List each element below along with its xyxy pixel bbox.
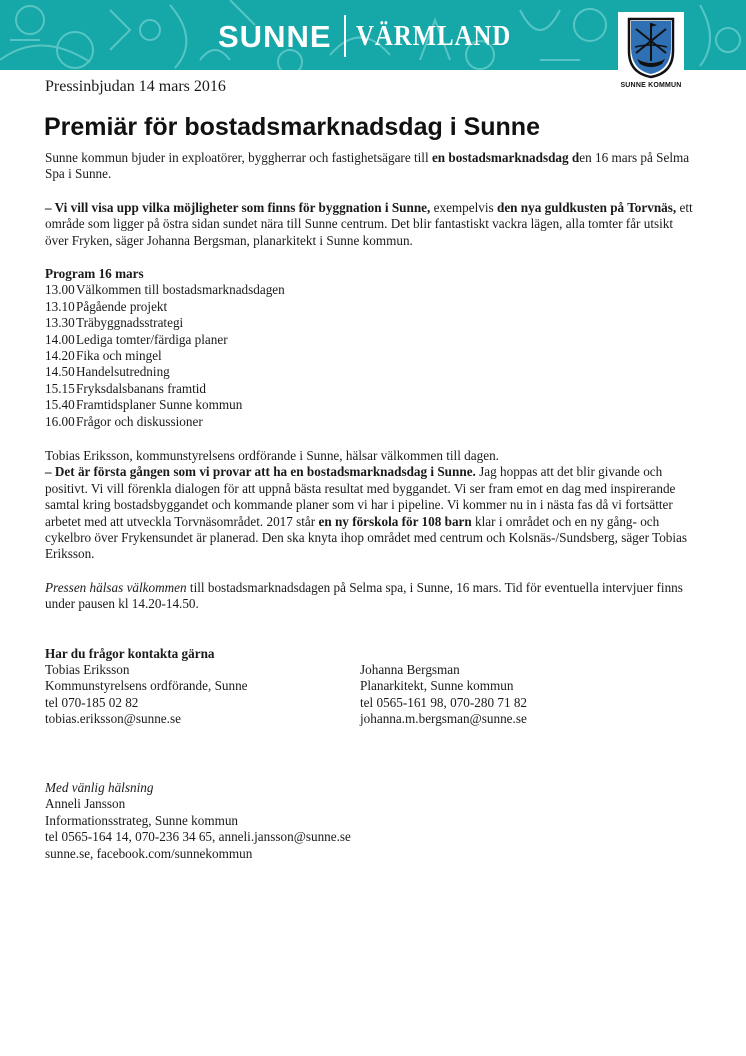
program-item bbox=[45, 364, 697, 380]
coat-of-arms-icon bbox=[627, 17, 675, 79]
contact-email[interactable]: johanna.m.bergsman@sunne.se bbox=[360, 711, 527, 727]
contact-phone: tel 0565-161 98, 070-280 71 82 bbox=[360, 694, 528, 710]
quote-bold-1: – Vi vill visa upp vilka möjligheter som finns för byggnation i Sunne, bbox=[45, 200, 431, 215]
municipality-logo bbox=[618, 12, 684, 96]
contacts-title-text: Har du frågor kontakta gärna bbox=[45, 646, 215, 661]
chairman-intro: Tobias Eriksson, kommunstyrelsens ordförande i Sunne, hälsar välkommen till dagen. bbox=[45, 448, 499, 463]
program-time: 14.50 bbox=[45, 364, 75, 380]
contacts-title bbox=[45, 646, 697, 662]
program-label: Fryksdalsbanans framtid bbox=[76, 380, 207, 396]
program-time: 15.40 bbox=[45, 397, 75, 413]
closing-links[interactable]: sunne.se, facebook.com/sunnekommun bbox=[45, 845, 253, 861]
chairman-bold-2: en ny förskola för 108 barn bbox=[318, 513, 472, 529]
program-item bbox=[45, 315, 697, 331]
program-item bbox=[45, 299, 697, 315]
contact-name: Tobias Eriksson bbox=[45, 662, 130, 677]
program-section bbox=[45, 266, 697, 430]
brand-sunne: SUNNE bbox=[218, 18, 332, 54]
program-item bbox=[45, 332, 697, 348]
closing-role: Informationsstrateg, Sunne kommun bbox=[45, 812, 239, 828]
intro-paragraph bbox=[45, 150, 697, 183]
program-label: Handelsutredning bbox=[76, 364, 170, 380]
program-label: Frågor och diskussioner bbox=[76, 413, 203, 429]
chairman-text-1: Jag hoppas att det blir givande och positivt. Vi vill förenkla dialogen för att uppnå bästa resultat med byggandet. Vi ser fram emot en dag med inspirerande samtal kring bostadsbyggandet och kommande planer som vi har i pipeline. Vi kommer nu in i nästa fas då vi fortsätter arbetet med att utveckla Torvnäsområdet. 2017 står bbox=[45, 464, 676, 529]
program-label: Pågående projekt bbox=[76, 298, 168, 314]
program-time: 14.20 bbox=[45, 348, 75, 364]
intro-text-2: en 16 mars på Selma Spa i Sunne. bbox=[45, 150, 690, 182]
press-italic: Pressen hälsas välkommen bbox=[45, 580, 187, 595]
closing-block bbox=[45, 780, 351, 862]
logo-caption: SUNNE KOMMUN bbox=[620, 82, 682, 89]
contact-phone: tel 070-185 02 82 bbox=[45, 694, 139, 710]
press-date: Pressinbjudan 14 mars 2016 bbox=[45, 78, 226, 95]
program-title: Program 16 mars bbox=[45, 266, 144, 281]
intro-bold-1: en bostadsmarknadsdag d bbox=[431, 150, 580, 165]
program-time: 13.00 bbox=[45, 282, 75, 298]
program-time: 13.10 bbox=[45, 298, 75, 314]
contact-right bbox=[360, 662, 527, 728]
program-time: 16.00 bbox=[45, 413, 75, 429]
brand-wordmark bbox=[218, 14, 536, 58]
program-label: Fika och mingel bbox=[76, 348, 162, 364]
press-paragraph bbox=[45, 580, 697, 613]
contact-role: Kommunstyrelsens ordförande, Sunne bbox=[45, 678, 248, 694]
quote-text-1: exempelvis bbox=[430, 200, 497, 215]
contact-email[interactable]: tobias.eriksson@sunne.se bbox=[45, 711, 181, 727]
quote-text-2: ett område som ligger på östra sidan sundet nära till Sunne centrum. Det blir fantastiskt vackra lägen, alla tomter får utsikt över Fryken, säger Johanna Bergsman, planarkitekt i Sunne kommun. bbox=[45, 200, 693, 248]
program-time: 15.15 bbox=[45, 380, 75, 396]
program-label: Träbyggnadsstrategi bbox=[76, 315, 184, 331]
closing-name: Anneli Jansson bbox=[45, 796, 126, 812]
contact-role: Planarkitekt, Sunne kommun bbox=[360, 678, 514, 694]
program-label: Framtidsplaner Sunne kommun bbox=[76, 397, 243, 413]
program-item bbox=[45, 381, 697, 397]
closing-contact[interactable]: tel 0565-164 14, 070-236 34 65, anneli.jansson@sunne.se bbox=[45, 829, 351, 845]
program-item bbox=[45, 282, 697, 298]
program-time: 14.00 bbox=[45, 331, 75, 347]
program-time: 13.30 bbox=[45, 315, 75, 331]
quote-bold-2: den nya guldkusten på Torvnäs, bbox=[496, 200, 677, 215]
quote-paragraph bbox=[45, 200, 697, 249]
program-item bbox=[45, 414, 697, 430]
program-item bbox=[45, 348, 697, 364]
program-label: Välkommen till bostadsmarknadsdagen bbox=[76, 282, 285, 298]
intro-text-1: Sunne kommun bjuder in exploatörer, byggherrar och fastighetsägare till bbox=[45, 150, 432, 165]
chairman-text-2: klar i området och en ny gång- och cykelbro över Frykensundet är planerad. Den ska knyta ihop området med centrum och Kolsnäs-/Sundsberg, säger Tobias Eriksson. bbox=[45, 513, 688, 562]
press-text: till bostadsmarknadsdagen på Selma spa, i Sunne, 16 mars. Tid för eventuella intervjuer finns under pausen kl 14.20-14.50. bbox=[45, 580, 683, 612]
brand-varmland: VÄRMLAND bbox=[355, 19, 511, 52]
chairman-bold-1: – Det är första gången som vi provar att ha en bostadsmarknadsdag i Sunne. bbox=[45, 464, 476, 480]
page-title: Premiär för bostadsmarknadsdag i Sunne bbox=[44, 113, 540, 141]
chairman-paragraph bbox=[45, 448, 697, 563]
contact-name: Johanna Bergsman bbox=[360, 662, 460, 677]
program-item bbox=[45, 397, 697, 413]
closing-greeting: Med vänlig hälsning bbox=[45, 780, 154, 795]
brand-divider bbox=[344, 15, 346, 57]
contact-left bbox=[45, 662, 248, 728]
program-label: Lediga tomter/färdiga planer bbox=[76, 331, 228, 347]
